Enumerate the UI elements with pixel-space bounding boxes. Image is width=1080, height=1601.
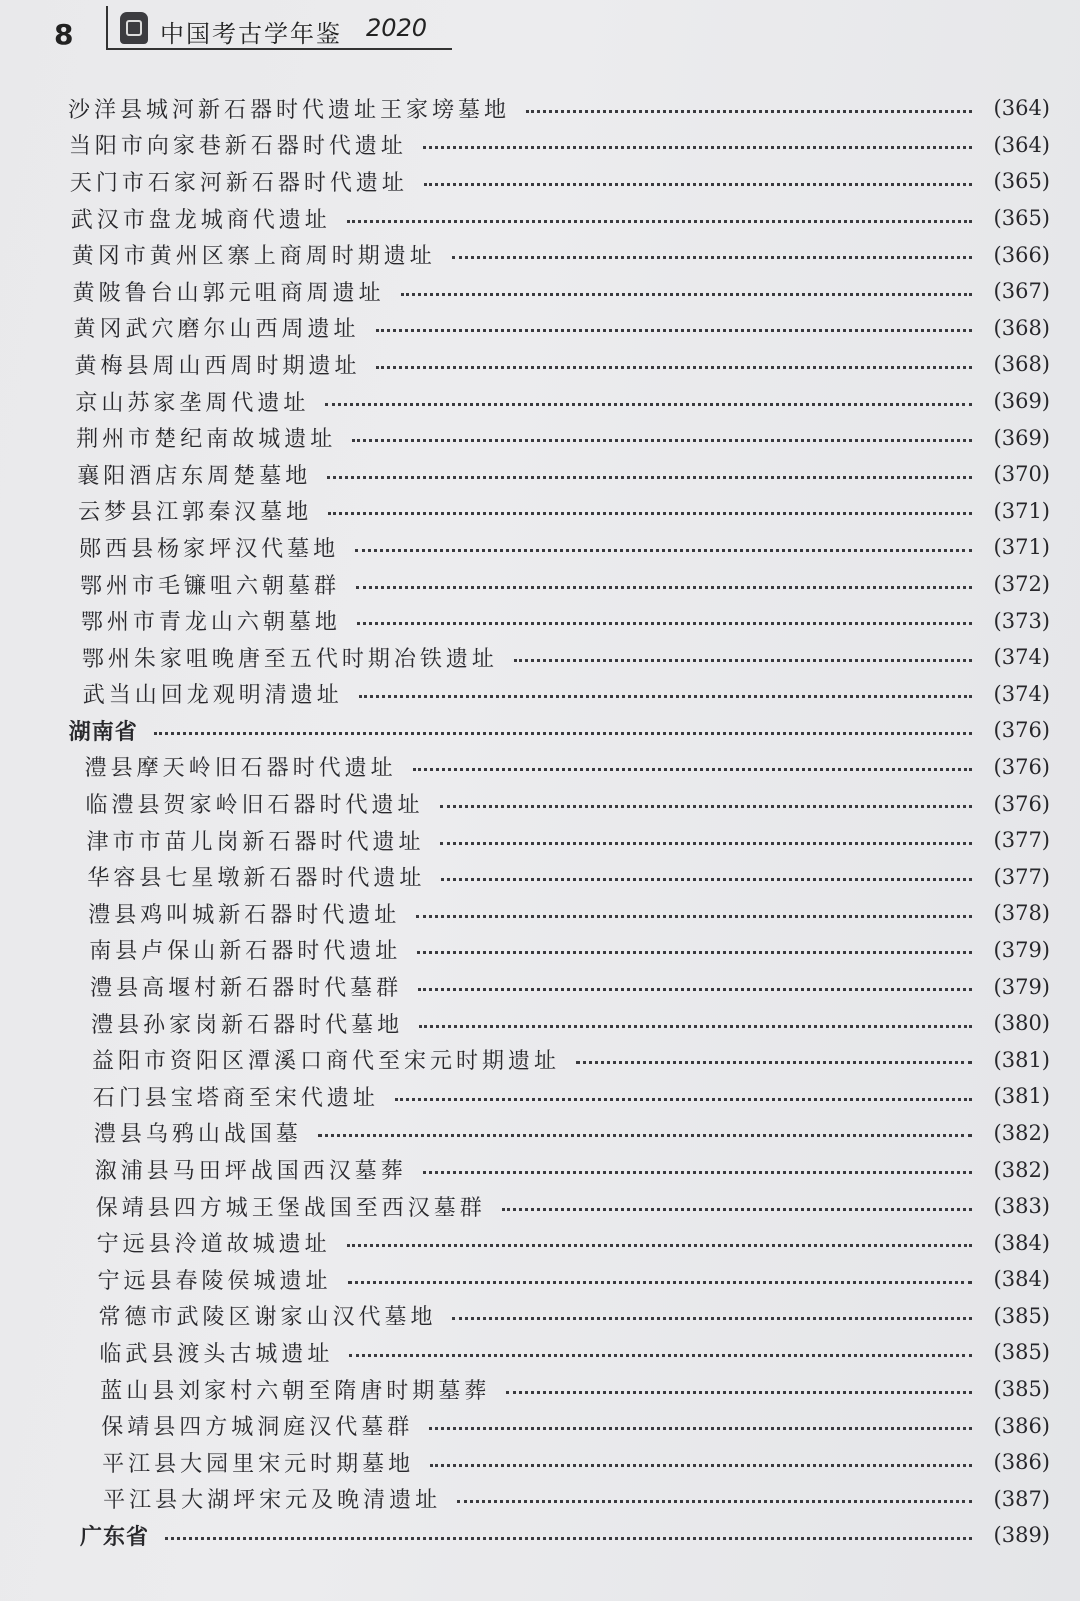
entry-page-number: (373) [993, 608, 1050, 633]
entry-page-number: (387) [993, 1486, 1050, 1511]
toc-entry [0, 346, 1080, 383]
dot-leader [429, 1427, 972, 1430]
entry-title: 溆浦县马田坪战国西汉墓葬 [94, 1159, 407, 1185]
entry-page-number: (382) [993, 1120, 1050, 1145]
dot-leader [440, 842, 972, 845]
entry-title: 常德市武陵区谢家山汉代墓地 [98, 1305, 437, 1331]
toc-entry [0, 419, 1080, 456]
entry-title: 平江县大园里宋元时期墓地 [102, 1451, 415, 1477]
toc-entry [0, 456, 1080, 493]
dot-leader [430, 1464, 972, 1467]
toc-entry [0, 1115, 1080, 1152]
dot-leader [154, 732, 972, 735]
dot-leader [526, 110, 972, 113]
entry-page-number: (383) [993, 1194, 1050, 1219]
toc-entry [0, 1041, 1080, 1078]
entry-title: 当阳市向家巷新石器时代遗址 [68, 134, 407, 160]
dot-leader [327, 476, 972, 479]
entry-title: 黄冈武穴磨尔山西周遗址 [73, 317, 360, 343]
entry-page-number: (376) [993, 754, 1050, 779]
dot-leader [502, 1208, 972, 1211]
entry-title: 南县卢保山新石器时代遗址 [89, 939, 402, 965]
dot-leader [417, 951, 972, 954]
toc-entry [0, 1224, 1080, 1261]
entry-title: 津市市苗儿岗新石器时代遗址 [86, 829, 425, 855]
dot-leader [352, 439, 972, 442]
entry-page-number: (369) [993, 425, 1050, 450]
entry-page-number: (365) [993, 206, 1050, 231]
dot-leader [413, 768, 972, 771]
dot-leader [452, 1317, 972, 1320]
book-title: 中国考古学年鉴 [160, 20, 342, 48]
entry-title: 蓝山县刘家村六朝至隋唐时期墓葬 [100, 1378, 491, 1404]
toc-entry [0, 127, 1080, 164]
toc-entry [0, 1334, 1080, 1371]
dot-leader [395, 1098, 972, 1101]
dot-leader [318, 1134, 972, 1137]
toc-entry [0, 639, 1080, 676]
toc-entry [0, 273, 1080, 310]
entry-title: 京山苏家垄周代遗址 [75, 390, 310, 416]
toc-entry [0, 493, 1080, 530]
toc-entry [0, 236, 1080, 273]
dot-leader [165, 1537, 972, 1540]
dot-leader [347, 1244, 972, 1247]
dot-leader [416, 915, 972, 918]
table-of-contents [0, 90, 1080, 1554]
toc-entry [0, 932, 1080, 969]
dot-leader [424, 183, 972, 186]
entry-title: 临澧县贺家岭旧石器时代遗址 [85, 793, 424, 819]
dot-leader [452, 256, 972, 259]
entry-page-number: (382) [993, 1157, 1050, 1182]
entry-title: 云梦县江郭秦汉墓地 [78, 500, 313, 526]
entry-title: 澧县鸡叫城新石器时代遗址 [88, 902, 401, 928]
dot-leader [348, 1281, 972, 1284]
entry-page-number: (379) [993, 974, 1050, 999]
entry-page-number: (365) [993, 169, 1050, 194]
yearbook-logo-icon [120, 12, 148, 44]
entry-page-number: (374) [993, 645, 1050, 670]
entry-title: 澧县高堰村新石器时代墓群 [90, 976, 403, 1002]
toc-entry [0, 1407, 1080, 1444]
entry-page-number: (377) [993, 864, 1050, 889]
entry-title: 澧县孙家岗新石器时代墓地 [91, 1012, 404, 1038]
entry-page-number: (371) [993, 498, 1050, 523]
entry-page-number: (366) [993, 242, 1050, 267]
toc-entry [0, 310, 1080, 347]
entry-page-number: (372) [993, 572, 1050, 597]
entry-title: 石门县宝塔商至宋代遗址 [92, 1085, 379, 1111]
entry-page-number: (385) [993, 1340, 1050, 1365]
dot-leader [355, 549, 972, 552]
entry-title: 鄂州市青龙山六朝墓地 [80, 610, 341, 636]
toc-entry [0, 858, 1080, 895]
dot-leader [506, 1391, 972, 1394]
toc-section-heading [0, 1517, 1080, 1554]
toc-entry [0, 1444, 1080, 1481]
entry-page-number: (379) [993, 937, 1050, 962]
entry-page-number: (386) [993, 1413, 1050, 1438]
dot-leader [356, 586, 972, 589]
book-year: 2020 [366, 14, 428, 42]
entry-title: 宁远县泠道故城遗址 [96, 1232, 331, 1258]
entry-title: 保靖县四方城洞庭汉代墓群 [101, 1415, 414, 1441]
entry-title: 澧县摩天岭旧石器时代遗址 [84, 756, 397, 782]
toc-entry [0, 1298, 1080, 1335]
section-title: 湖南省 [68, 719, 138, 745]
dot-leader [423, 1171, 972, 1174]
entry-page-number: (364) [993, 132, 1050, 157]
toc-entry [0, 1151, 1080, 1188]
toc-entry [0, 383, 1080, 420]
entry-page-number: (389) [993, 1523, 1050, 1548]
entry-title: 郧西县杨家坪汉代墓地 [79, 536, 340, 562]
dot-leader [376, 329, 972, 332]
dot-leader [440, 805, 972, 808]
entry-title: 武汉市盘龙城商代遗址 [70, 207, 331, 233]
entry-page-number: (386) [993, 1450, 1050, 1475]
dot-leader [423, 146, 972, 149]
dot-leader [328, 512, 972, 515]
dot-leader [419, 1025, 972, 1028]
entry-page-number: (367) [993, 279, 1050, 304]
toc-entry [0, 968, 1080, 1005]
entry-page-number: (381) [993, 1047, 1050, 1072]
entry-page-number: (385) [993, 1303, 1050, 1328]
toc-entry [0, 1481, 1080, 1518]
dot-leader [576, 1061, 972, 1064]
entry-page-number: (374) [993, 681, 1050, 706]
toc-entry [0, 1188, 1080, 1225]
toc-entry [0, 822, 1080, 859]
entry-title: 鄂州朱家咀晚唐至五代时期冶铁遗址 [81, 646, 498, 672]
entry-title: 宁远县春陵侯城遗址 [97, 1268, 332, 1294]
entry-title: 华容县七星墩新石器时代遗址 [87, 866, 426, 892]
entry-title: 保靖县四方城王堡战国至西汉墓群 [95, 1195, 486, 1221]
entry-page-number: (368) [993, 315, 1050, 340]
entry-page-number: (378) [993, 901, 1050, 926]
toc-entry [0, 785, 1080, 822]
header-divider-vertical [106, 6, 108, 50]
entry-page-number: (385) [993, 1377, 1050, 1402]
dot-leader [418, 988, 972, 991]
dot-leader [514, 659, 972, 662]
toc-entry [0, 200, 1080, 237]
dot-leader [359, 695, 972, 698]
entry-title: 荆州市楚纪南故城遗址 [76, 427, 337, 453]
toc-entry [0, 163, 1080, 200]
entry-title: 鄂州市毛镰咀六朝墓群 [80, 573, 341, 599]
section-title: 广东省 [80, 1524, 150, 1550]
toc-section-heading [0, 712, 1080, 749]
toc-entry [0, 90, 1080, 127]
toc-entry [0, 749, 1080, 786]
page-number: 8 [54, 18, 74, 51]
dot-leader [376, 366, 972, 369]
toc-entry [0, 676, 1080, 713]
entry-page-number: (376) [993, 718, 1050, 743]
entry-page-number: (371) [993, 535, 1050, 560]
entry-title: 黄梅县周山西周时期遗址 [74, 353, 361, 379]
entry-title: 襄阳酒店东周楚墓地 [77, 463, 312, 489]
entry-title: 澧县乌鸦山战国墓 [93, 1122, 302, 1148]
entry-title: 平江县大湖坪宋元及晚清遗址 [103, 1488, 442, 1514]
entry-title: 临武县渡头古城遗址 [99, 1341, 334, 1367]
entry-title: 天门市石家河新石器时代遗址 [69, 170, 408, 196]
entry-page-number: (384) [993, 1230, 1050, 1255]
toc-entry [0, 1005, 1080, 1042]
toc-entry [0, 1078, 1080, 1115]
dot-leader [349, 1354, 972, 1357]
entry-page-number: (369) [993, 389, 1050, 414]
dot-leader [441, 878, 972, 881]
entry-page-number: (381) [993, 1084, 1050, 1109]
toc-entry [0, 566, 1080, 603]
dot-leader [347, 220, 972, 223]
entry-title: 黄冈市黄州区寨上商周时期遗址 [71, 244, 436, 270]
toc-entry [0, 529, 1080, 566]
toc-entry [0, 1261, 1080, 1298]
entry-page-number: (380) [993, 1011, 1050, 1036]
entry-page-number: (370) [993, 462, 1050, 487]
dot-leader [401, 293, 972, 296]
dot-leader [325, 403, 972, 406]
dot-leader [457, 1500, 972, 1503]
entry-title: 武当山回龙观明清遗址 [82, 683, 343, 709]
page-header [0, 0, 1080, 60]
entry-page-number: (376) [993, 791, 1050, 816]
entry-title: 黄陂鲁台山郭元咀商周遗址 [72, 280, 385, 306]
entry-title: 益阳市资阳区潭溪口商代至宋元时期遗址 [92, 1049, 561, 1075]
toc-entry [0, 602, 1080, 639]
entry-page-number: (368) [993, 352, 1050, 377]
entry-page-number: (377) [993, 828, 1050, 853]
dot-leader [357, 622, 972, 625]
toc-entry [0, 1371, 1080, 1408]
entry-page-number: (384) [993, 1267, 1050, 1292]
toc-entry [0, 895, 1080, 932]
entry-title: 沙洋县城河新石器时代遗址王家塝墓地 [68, 97, 511, 123]
entry-page-number: (364) [993, 96, 1050, 121]
